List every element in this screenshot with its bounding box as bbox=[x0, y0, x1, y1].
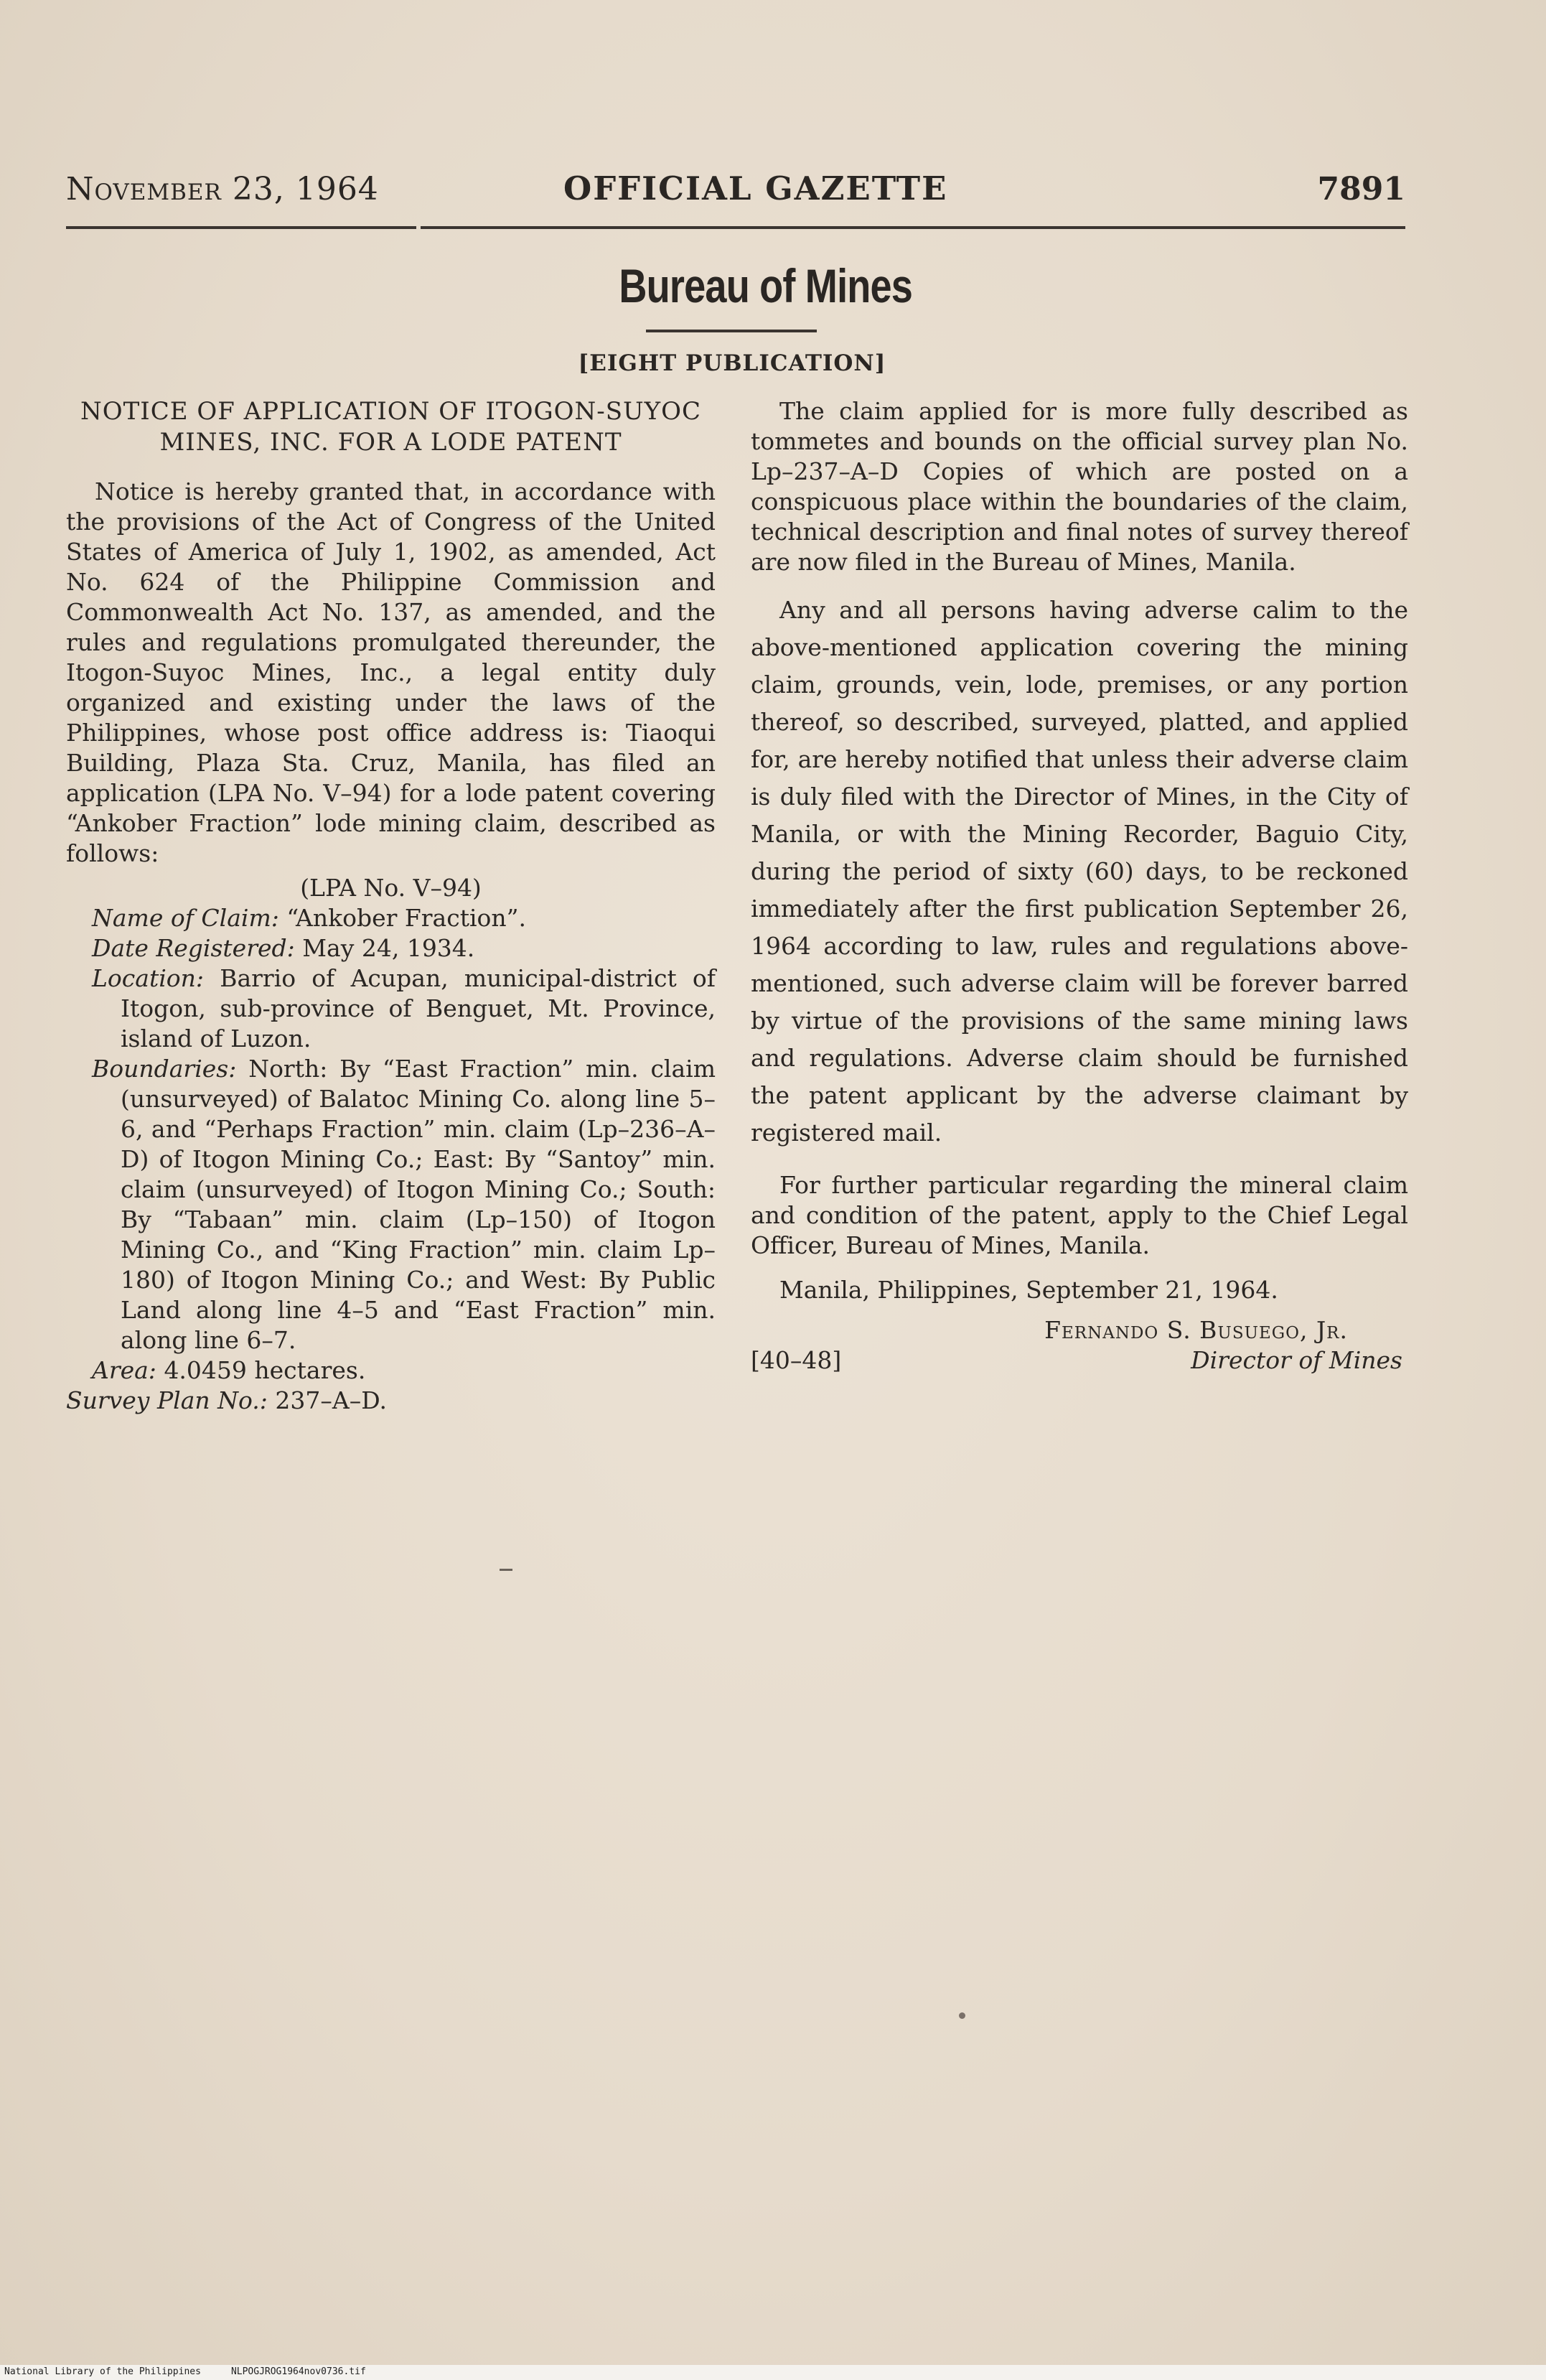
right-column bbox=[751, 396, 1408, 1377]
field-label: Location: bbox=[92, 964, 204, 992]
field-value: 4.0459 hectares. bbox=[164, 1356, 366, 1384]
further-particulars-paragraph: For further particular regarding the mineral claim and condition of the patent, apply to the Chief Legal Officer, Bureau of Mines, Manila. bbox=[751, 1171, 1408, 1259]
header-page-number: 7891 bbox=[1317, 171, 1405, 207]
adverse-claim-paragraph: Any and all persons having adverse calim to the above-mentioned application covering the mining claim, grounds, vein, lode, premises, or any portion thereof, so described, surveyed, platted, and applied for, are hereby notified that unless their adverse claim is duly filed with the Director of Mines, in the City of Manila, or with the Mining Recorder, Baguio City, during the period of sixty (60) days, to be reckoned immediately after the first publication September 26, 1964 according to law, rules and regulations above-mentioned, such adverse claim will be forever barred by virtue of the provisions of the same mining laws and regulations. Adverse claim should be furnished the patent applicant by the adverse claimant by registered mail. bbox=[751, 596, 1408, 1147]
field-value: Barrio of Acupan, municipal-district of Itogon, sub-province of Benguet, Mt. Province, island of Luzon. bbox=[121, 964, 716, 1053]
field-location bbox=[66, 963, 716, 1054]
signature-block bbox=[751, 1315, 1408, 1345]
lpa-number: (LPA No. V–94) bbox=[300, 874, 482, 902]
signature-row bbox=[751, 1345, 1408, 1377]
field-value: North: By “East Fraction” min. claim (unsurveyed) of Balatoc Mining Co. along line 5–6, and “Perhaps Fraction” min. claim (Lp–236–A–D) of Itogon Mining Co.; East: By “Santoy” min. claim (unsurveyed) of Itogon Mining Co.; South: By “Tabaan” min. claim (Lp–150) of Itogon Mining Co., and “King Fraction” min. claim Lp–180) of Itogon Mining Co.; and West: By Public Land along line 4–5 and “East Fraction” min. along line 6–7. bbox=[121, 1055, 716, 1354]
section-title: Bureau of Mines bbox=[619, 259, 913, 312]
footer-library: National Library of the Philippines bbox=[4, 2366, 201, 2377]
field-value: 237–A–D. bbox=[275, 1386, 387, 1414]
reference-number: [40–48] bbox=[751, 1346, 842, 1374]
notice-title bbox=[66, 396, 716, 458]
field-value: “Ankober Fraction”. bbox=[286, 904, 526, 932]
field-name-of-claim bbox=[66, 903, 716, 933]
field-boundaries bbox=[66, 1054, 716, 1355]
signer-name: Fernando S. Busuego, Jr. bbox=[1044, 1316, 1348, 1344]
field-value: May 24, 1934. bbox=[302, 934, 475, 962]
field-label: Area: bbox=[92, 1356, 156, 1384]
place-and-date: Manila, Philippines, September 21, 1964. bbox=[779, 1276, 1278, 1304]
field-area bbox=[66, 1355, 716, 1386]
field-label: Survey Plan No.: bbox=[66, 1386, 268, 1414]
field-label: Name of Claim: bbox=[92, 904, 279, 932]
section-rule bbox=[646, 330, 817, 332]
scan-footer bbox=[4, 2366, 396, 2377]
notice-intro: Notice is hereby granted that, in accordance with the provisions of the Act of Congress of the United States of America of July 1, 1902, as amended, Act No. 624 of the Philippine Commission and Commonwealth Act No. 137, as amended, and the rules and regulations promulgated thereunder, the Itogon-Suyoc Mines, Inc., a legal entity duly organized and existing under the laws of the Philippines, whose post office address is: Tiaoqui Building, Plaza Sta. Cruz, Manila, has filed an application (LPA No. V–94) for a lode patent covering “Ankober Fraction” lode mining claim, described as follows: bbox=[66, 477, 716, 867]
claim-description-paragraph: The claim applied for is more fully described as tommetes and bounds on the official survey plan No. Lp–237–A–D Copies of which are posted on a conspicuous place within the boundaries of the claim, technical description and final notes of survey thereof are now filed in the Bureau of Mines, Manila. bbox=[751, 397, 1408, 576]
paper-speck bbox=[959, 2012, 965, 2019]
decorative-dash bbox=[500, 1569, 512, 1571]
publication-label: [EIGHT PUBLICATION] bbox=[578, 350, 886, 376]
footer-filename: NLPOGJROG1964nov0736.tif bbox=[230, 2366, 366, 2377]
header-date: November 23, 1964 bbox=[66, 171, 379, 207]
header-rule-right bbox=[421, 226, 1405, 229]
field-label: Date Registered: bbox=[92, 934, 295, 962]
left-column bbox=[66, 396, 716, 1416]
header-rule-left bbox=[66, 226, 416, 229]
field-label: Boundaries: bbox=[92, 1055, 237, 1083]
field-date-registered bbox=[66, 933, 716, 963]
field-survey-plan bbox=[66, 1386, 716, 1416]
notice-title-line2: MINES, INC. FOR A LODE PATENT bbox=[159, 428, 622, 457]
notice-title-line1: NOTICE OF APPLICATION OF ITOGON-SUYOC bbox=[80, 397, 702, 426]
header-title: OFFICIAL GAZETTE bbox=[563, 169, 948, 207]
signer-title: Director of Mines bbox=[1191, 1346, 1402, 1374]
